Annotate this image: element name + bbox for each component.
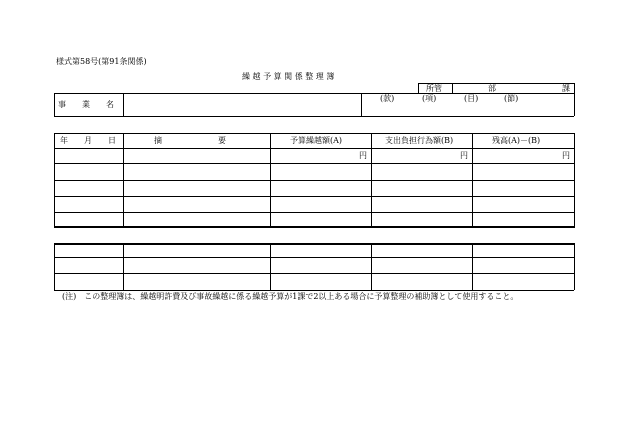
- kan-label: (款): [380, 94, 395, 103]
- setsu-label: (節): [504, 94, 519, 103]
- bu-label: 部: [488, 84, 496, 93]
- footnote: (注) この整理簿は、繰越明許費及び事故繰越に係る繰越予算が1課で2以上ある場合に予算整理の補助簿として使用すること。: [62, 292, 519, 301]
- col-balance-header: 残高(A)－(B): [492, 136, 541, 145]
- moku-label: (目): [464, 94, 479, 103]
- shokan-label: 所管: [426, 84, 442, 93]
- business-name-label: 事 業 名: [58, 100, 114, 109]
- col-carryover-header: 予算繰越額(A): [290, 136, 343, 145]
- unit-commitment: 円: [460, 151, 468, 160]
- unit-balance: 円: [562, 151, 570, 160]
- col-commitment-header: 支出負担行為額(B): [385, 136, 454, 145]
- ka-label: 課: [562, 84, 570, 93]
- kou-label: (項): [422, 94, 437, 103]
- col-description-header: 摘 要: [154, 136, 226, 145]
- page-title: 繰 越 予 算 関 係 整 理 簿: [242, 72, 335, 81]
- col-date-header: 年 月 日: [60, 136, 116, 145]
- unit-carryover: 円: [359, 151, 367, 160]
- form-number-label: 様式第58号(第91条関係): [56, 57, 147, 66]
